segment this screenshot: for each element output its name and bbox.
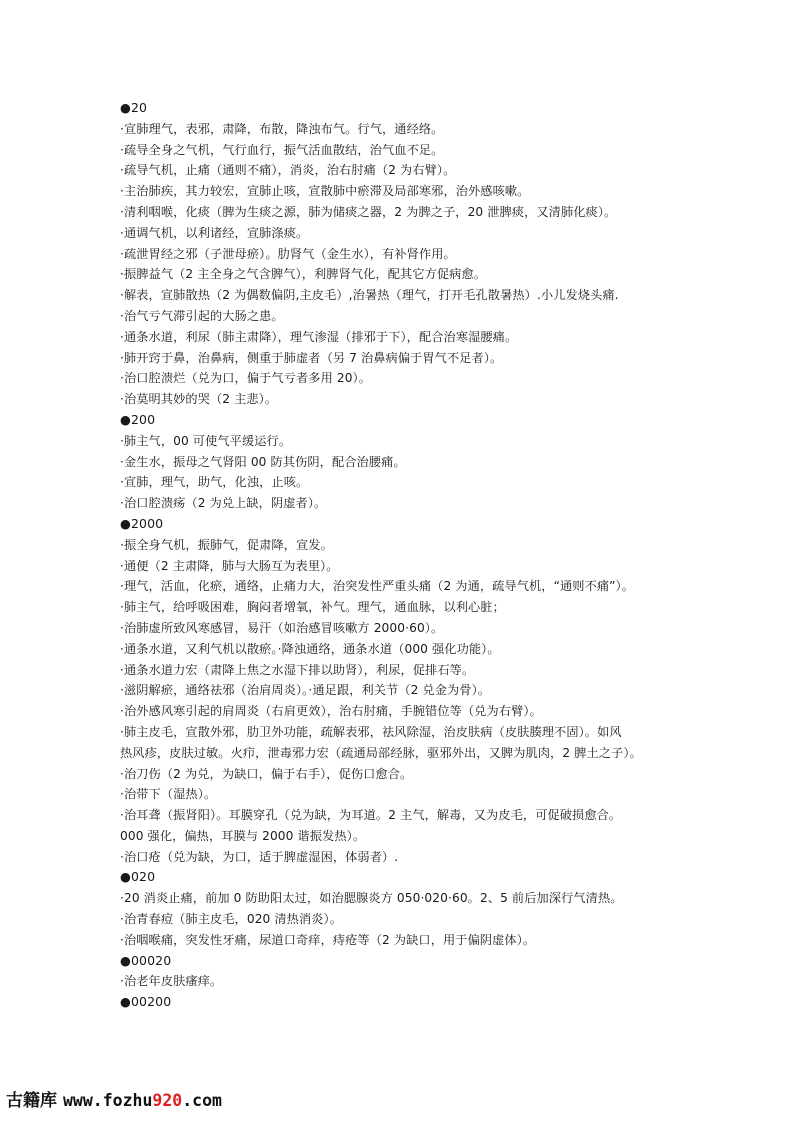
text-line: ·治耳聋（振肾阳）。耳膜穿孔（兑为缺，为耳道。2 主气，解毒，又为皮毛，可促破损愈合。	[120, 808, 622, 823]
text-line: ·金生水，振母之气肾阳 00 防其伤阴，配合治腰痛。	[120, 454, 406, 469]
text-line: ·疏导气机，止痛（通则不痛），消炎，治右肘痛（2 为右臂）。	[120, 163, 456, 178]
text-line: ·疏导全身之气机，气行血行，振气活血散结，治气血不足。	[120, 142, 444, 157]
text-line: ·通调气机，以利诸经，宣肺涤痰。	[120, 225, 309, 240]
section-heading: ●20	[120, 100, 148, 115]
text-line: ·20 消炎止痛，前加 0 防助阳太过，如治腮腺炎方 050·020·60。2、5 前后加深行气清热。	[120, 891, 623, 906]
text-line: ·肺主皮毛，宣散外邪，肋卫外功能，疏解表邪，祛风除湿，治皮肤病（皮肤腠理不固）。如风	[120, 724, 622, 739]
text-line: ·治口腔溃烂（兑为口，偏于气亏者多用 20）。	[120, 371, 372, 386]
text-line: ·通条水道，又利气机以散瘀。·降浊通络，通条水道（000 强化功能）。	[120, 641, 500, 656]
text-line: ·治咽喉痛，突发性牙痛，尿道口奇痒，痔疮等（2 为缺口，用于偏阴虚体）。	[120, 932, 536, 947]
site-url-suffix: .com	[182, 1091, 222, 1110]
text-line: ·治莫明其妙的哭（2 主悲）。	[120, 392, 278, 407]
text-line: ·疏泄胃经之邪（子泄母瘀）。肋肾气（金生水），有补肾作用。	[120, 246, 456, 261]
text-line: ·主治肺疾，其力较宏，宣肺止咳，宣散肺中瘀滞及局部寒邪，治外感咳嗽。	[120, 184, 530, 199]
text-line: ·治口腔溃疡（2 为兑上缺，阴虚者）。	[120, 496, 327, 511]
text-line: 000 强化，偏热，耳膜与 2000 谐振发热）。	[120, 828, 366, 843]
text-line: ·治肺虚所致风寒感冒，易汗（如治感冒咳嗽方 2000·60）。	[120, 620, 444, 635]
text-line: ·通便（2 主肃降，肺与大肠互为表里）。	[120, 558, 339, 573]
section-heading: ●00020	[120, 952, 172, 968]
text-line: ·清利咽喉，化痰（脾为生痰之源，肺为储痰之器，2 为脾之子，20 泄脾痰，又清肺化痰）。	[120, 204, 617, 219]
text-line: ·解表，宣肺散热（2 为偶数偏阴,主皮毛）,治暑热（理气，打开毛孔散暑热）.小儿发烧头痛.	[120, 288, 619, 303]
text-line: ·宣肺理气，表邪，肃降，布散，降浊布气。行气，通经络。	[120, 121, 444, 136]
section-heading: ●00200	[120, 994, 172, 1010]
section-heading: ●200	[120, 411, 156, 427]
site-name: 古籍库	[6, 1091, 57, 1111]
text-line: ·通条水道，利尿（肺主肃降），理气渗湿（排邪于下），配合治寒湿腰痛。	[120, 329, 518, 344]
text-line: ·治气亏气滞引起的大肠之患。	[120, 308, 284, 323]
text-line: 热风疹，皮肤过敏。火疖，泄毒邪力宏（疏通局部经脉，驱邪外出，又脾为肌肉，2 脾土之子）。	[120, 745, 642, 760]
site-watermark	[6, 1086, 222, 1111]
text-line: ·治口疮（兑为缺，为口，适于脾虚湿困，体弱者）.	[120, 849, 399, 864]
document-body	[120, 98, 775, 1013]
text-line: ·宣肺，理气，助气，化浊，止咳。	[120, 475, 309, 490]
site-url	[63, 1091, 222, 1110]
text-line: ·治带下（湿热）。	[120, 787, 217, 802]
text-line: ·肺开窍于鼻，治鼻病，侧重于肺虚者（另 7 治鼻病偏于胃气不足者）。	[120, 350, 503, 365]
section-heading: ●2000	[120, 515, 164, 531]
site-url-number: 920	[152, 1091, 183, 1110]
text-line: ·肺主气，给呼吸困难，胸闷者增氧，补气。理气，通血脉，以利心脏；	[120, 600, 505, 615]
text-line: ·肺主气，00 可使气平缓运行。	[120, 433, 292, 448]
text-line: ·理气，活血，化瘀，通络，止痛力大，治突发性严重头痛（2 为通，疏导气机，“通则不痛”）。	[120, 579, 635, 594]
site-url-prefix: www.fozhu	[63, 1091, 153, 1110]
text-line: ·治青春痘（肺主皮毛，020 清热消炎）。	[120, 912, 343, 927]
text-line: ·治刀伤（2 为兑，为缺口，偏于右手），促伤口愈合。	[120, 766, 413, 781]
text-line: ·治老年皮肤瘙痒。	[120, 974, 223, 989]
text-line: ·振全身气机，振肺气，促肃降，宣发。	[120, 537, 333, 552]
text-line: ·通条水道力宏（肃降上焦之水湿下排以助肾），利尿，促排石等。	[120, 662, 475, 677]
text-line: ·滋阴解瘀，通络祛邪（治肩周炎）。·通足跟，利关节（2 兑金为骨）。	[120, 683, 491, 698]
text-line: ·治外感风寒引起的肩周炎（右肩更效），治右肘痛，手腕错位等（兑为右臂）。	[120, 704, 542, 719]
text-line: ·振脾益气（2 主全身之气含脾气），利脾肾气化，配其它方促病愈。	[120, 267, 487, 282]
section-heading: ●020	[120, 869, 156, 885]
